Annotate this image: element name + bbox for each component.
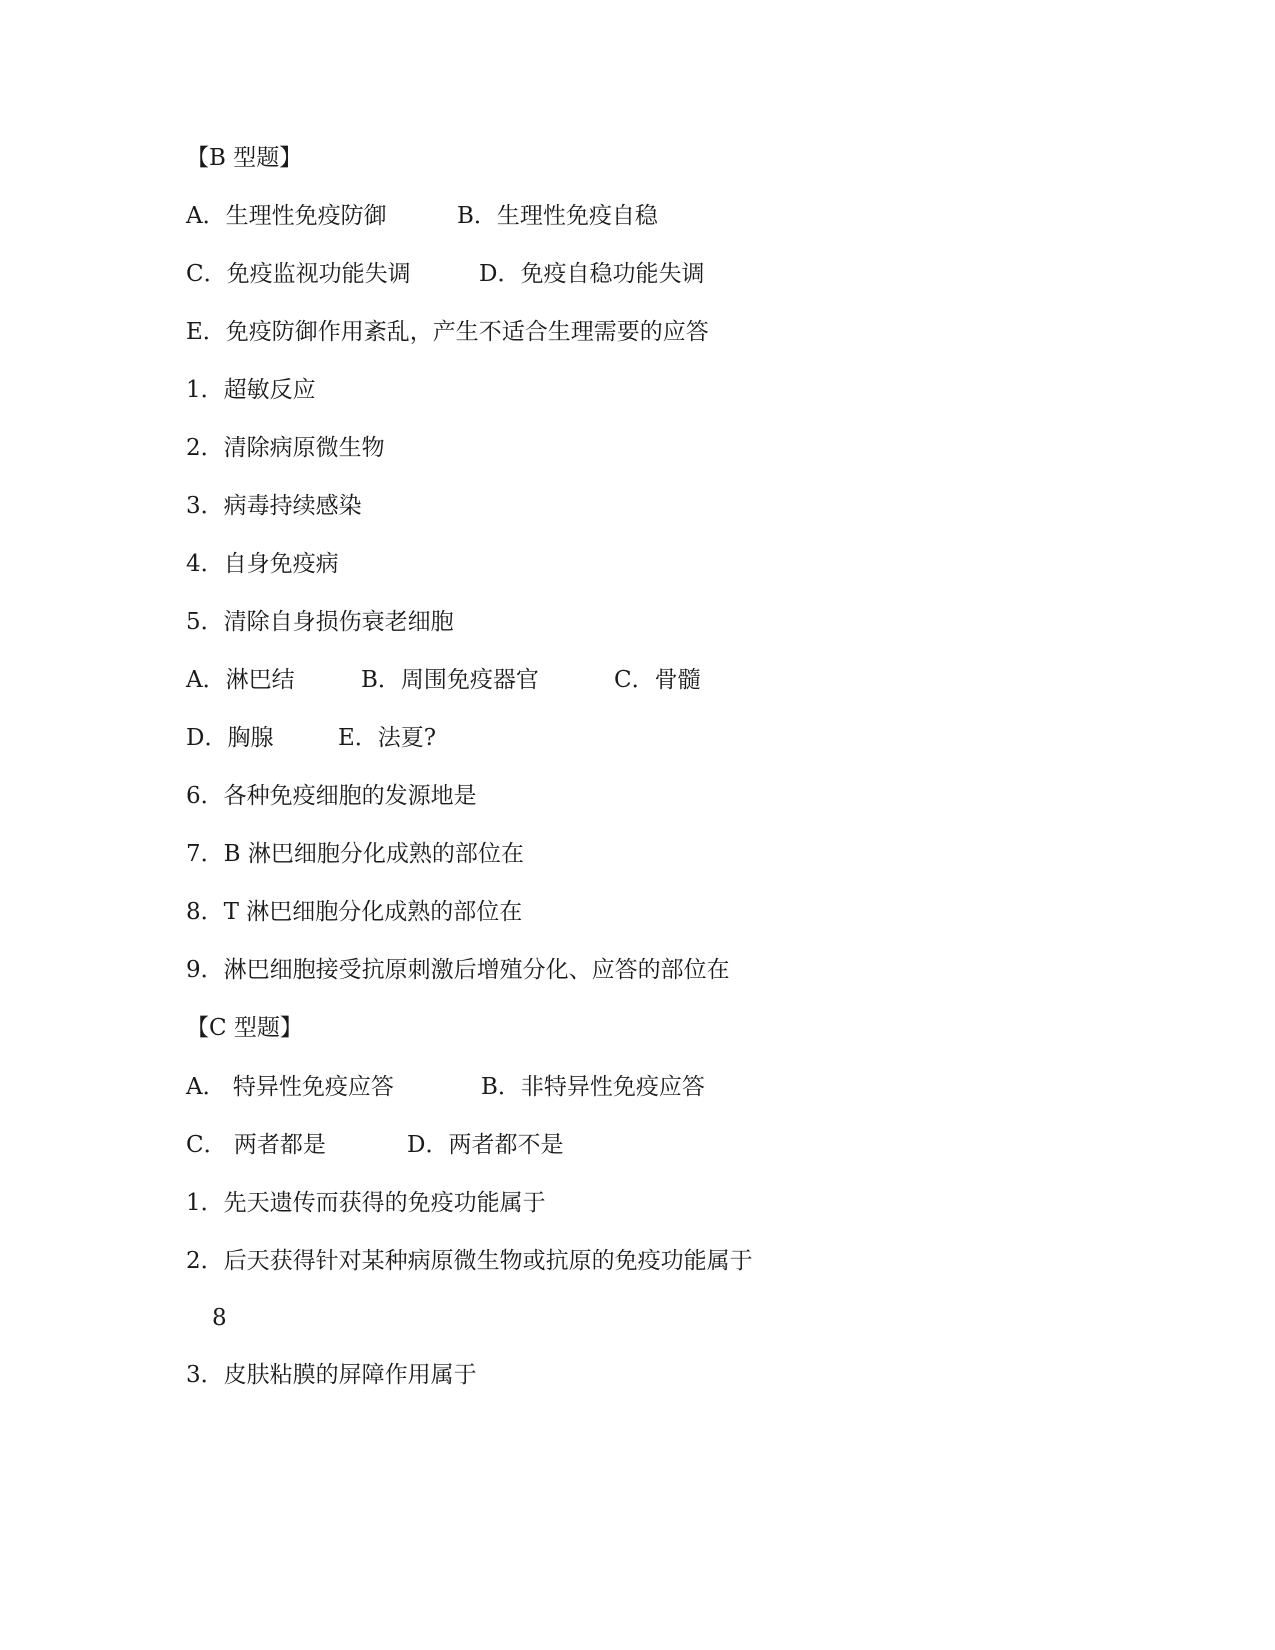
option-a: A．生理性免疫防御 [186, 203, 387, 229]
option-c: C．免疫监视功能失调 [186, 261, 411, 287]
question-item: 1．先天遗传而获得的免疫功能属于 [186, 1190, 546, 1216]
option-e: E．免疫防御作用紊乱，产生不适合生理需要的应答 [186, 319, 709, 345]
question-item: 5．清除自身损伤衰老细胞 [186, 609, 454, 635]
question-item: 2．后天获得针对某种病原微生物或抗原的免疫功能属于 [186, 1248, 753, 1274]
question-item: 7．B 淋巴细胞分化成熟的部位在 [186, 841, 524, 867]
question-item: 2．清除病原微生物 [186, 435, 385, 461]
option-e: E．法夏? [338, 725, 437, 751]
question-item: 9．淋巴细胞接受抗原刺激后增殖分化、应答的部位在 [186, 957, 730, 983]
question-item: 3．病毒持续感染 [186, 493, 362, 519]
question-item: 1．超敏反应 [186, 377, 316, 403]
option-b: B．周围免疫器官 [361, 667, 539, 693]
option-a: A． 特异性免疫应答 [186, 1074, 394, 1100]
option-d: D．两者都不是 [407, 1132, 564, 1158]
section-heading-c: 【C 型题】 [186, 1015, 303, 1041]
option-d: D．免疫自稳功能失调 [479, 261, 705, 287]
option-c: C．骨髓 [614, 667, 701, 693]
option-b: B．生理性免疫自稳 [457, 203, 658, 229]
question-item: 8．T 淋巴细胞分化成熟的部位在 [186, 899, 523, 925]
section-heading-b: 【B 型题】 [186, 145, 303, 171]
page-number: 8 [212, 1305, 227, 1331]
question-item: 6．各种免疫细胞的发源地是 [186, 783, 477, 809]
question-item: 3．皮肤粘膜的屏障作用属于 [186, 1362, 477, 1388]
question-item: 4．自身免疫病 [186, 551, 339, 577]
option-d: D．胸腺 [186, 725, 274, 751]
option-a: A．淋巴结 [186, 667, 295, 693]
option-c: C． 两者都是 [186, 1132, 326, 1158]
option-b: B．非特异性免疫应答 [481, 1074, 705, 1100]
